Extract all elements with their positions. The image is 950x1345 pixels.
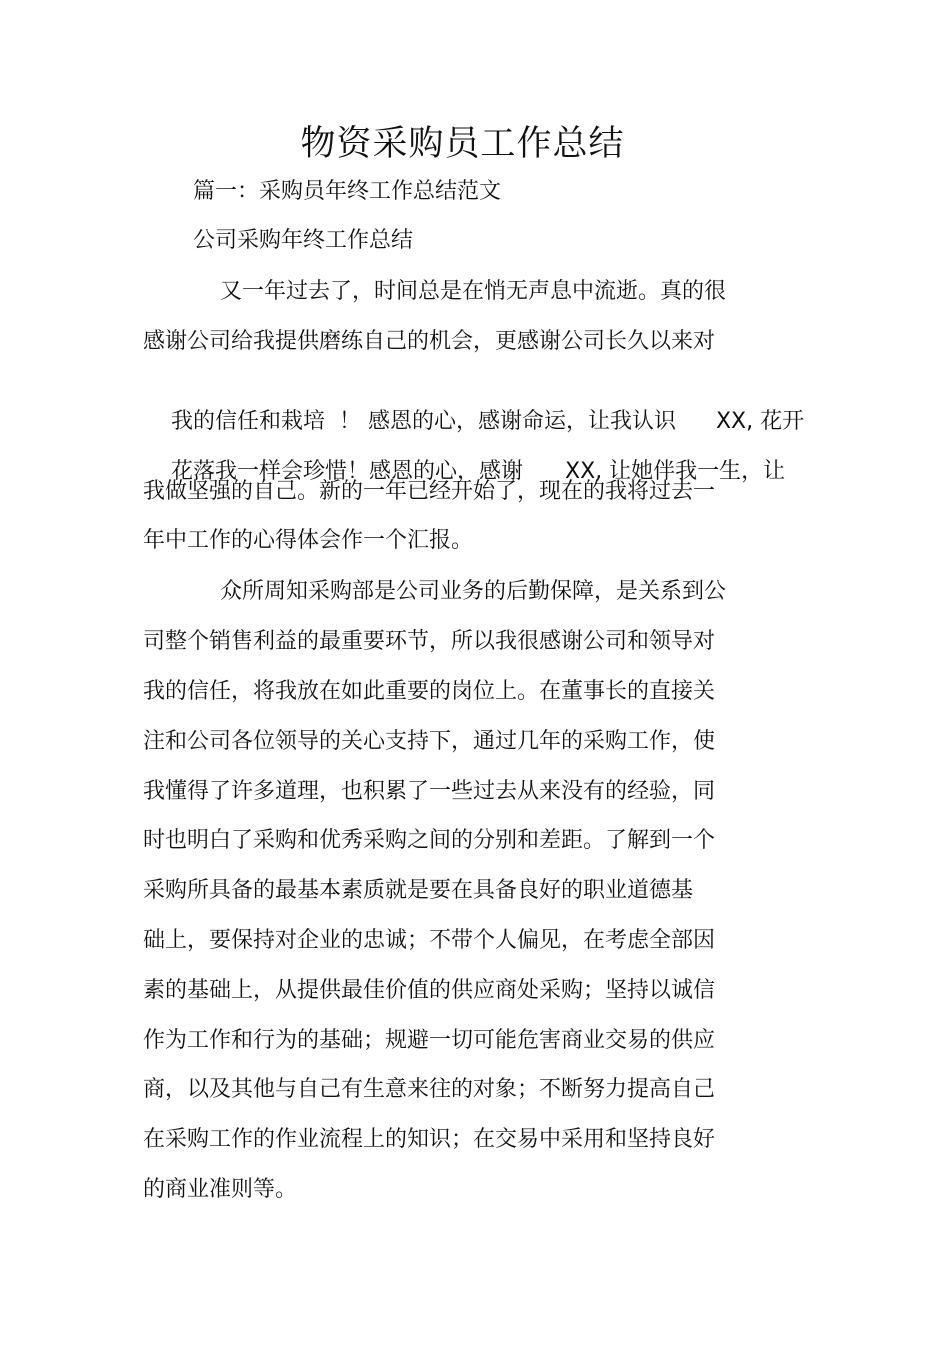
paragraph-1-line-3-part-1: 我的信任和栽培 ！ 感恩的心，感谢命运，让我认识 <box>170 409 676 434</box>
paragraph-2-line-5: 我懂得了许多道理，也积累了一些过去从来没有的经验，同 <box>143 779 716 804</box>
paragraph-2-line-3: 我的信任，将我放在如此重要的岗位上。在董事长的直接关 <box>143 679 716 704</box>
paragraph-1-line-4-part-2: XX, 让她伴我一生，让 <box>565 459 786 484</box>
paragraph-1-line-1: 又一年过去了，时间总是在悄无声息中流逝。真的很 <box>220 279 727 304</box>
paragraph-2-line-7: 采购所具备的最基本素质就是要在具备良好的职业道德基 <box>143 878 694 903</box>
paragraph-1-line-3-part-2: XX, 花开 <box>715 409 805 434</box>
paragraph-2-line-13: 的商业准则等。 <box>143 1177 298 1202</box>
document-title: 物资采购员工作总结 <box>300 124 625 164</box>
section-heading-2: 公司采购年终工作总结 <box>193 228 414 253</box>
paragraph-1-line-6: 年中工作的心得体会作一个汇报。 <box>143 528 474 553</box>
paragraph-2-line-4: 注和公司各位领导的关心支持下，通过几年的采购工作，使 <box>143 729 716 754</box>
paragraph-2-line-2: 司整个销售利益的最重要环节，所以我很感谢公司和领导对 <box>143 629 716 654</box>
paragraph-2-line-1: 众所周知采购部是公司业务的后勤保障，是关系到公 <box>220 579 727 604</box>
paragraph-2-line-8: 础上，要保持对企业的忠诚；不带个人偏见，在考虑全部因 <box>143 928 716 953</box>
paragraph-2-line-12: 在采购工作的作业流程上的知识；在交易中采用和坚持良好 <box>143 1127 716 1152</box>
paragraph-2-line-6: 时也明白了采购和优秀采购之间的分别和差距。了解到一个 <box>143 828 716 853</box>
section-heading-1: 篇一：采购员年终工作总结范文 <box>193 179 502 204</box>
paragraph-2-line-9: 素的基础上，从提供最佳价值的供应商处采购；坚持以诚信 <box>143 978 716 1003</box>
paragraph-1-line-5: 我做坚强的自己。新的一年已经开始了，现在的我将过去一 <box>143 479 716 504</box>
paragraph-2-line-11: 商，以及其他与自己有生意来往的对象；不断努力提高自己 <box>143 1077 716 1102</box>
paragraph-2-line-10: 作为工作和行为的基础；规避一切可能危害商业交易的供应 <box>143 1028 716 1053</box>
paragraph-1-line-2: 感谢公司给我提供磨练自己的机会，更感谢公司长久以来对 <box>143 329 716 354</box>
paragraph-1-line-4-part-1: 花落我一样会珍惜！感恩的心，感谢 <box>170 459 523 484</box>
